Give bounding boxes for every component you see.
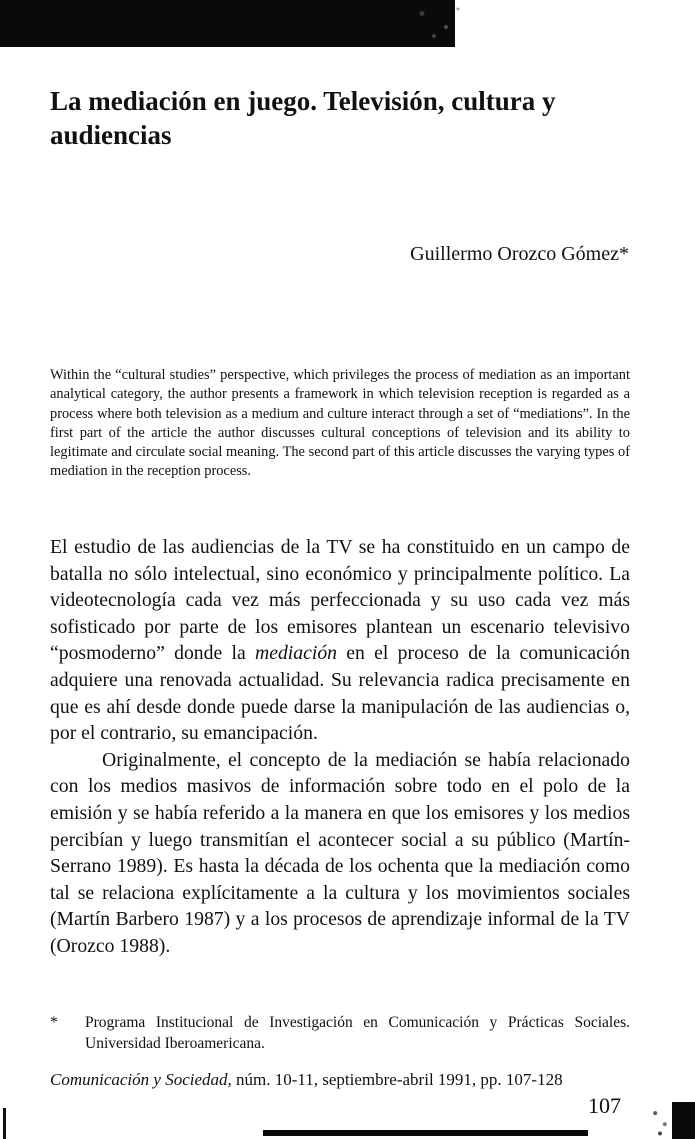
paragraph-2: Originalmente, el concepto de la mediación se había relacionado con los medios masivos de información sobre todo en el polo de la emisión y se había referido a la manera en que los emisores y los medios percibían y luego transmitían el acontecer social a su público (Martín-Serrano 1989). Es hasta la década de los ochenta que la mediación como tal se relaciona explícitamente a la cultura y los movimientos sociales (Martín Barbero 1987) y a los procesos de aprendizaje informal de la TV (Orozco 1988). [50,748,630,957]
footnote-text: Programa Institucional de Investigación en Comunicación y Prácticas Sociales. Universidad Iberoamericana. [85,1014,630,1052]
emphasis-mediacion: mediación [255,642,338,665]
article-title: La mediación en juego. Televisión, cultura y audiencias [50,86,556,150]
journal-citation [50,1070,632,1090]
bottom-scan-bar [263,1130,588,1136]
paragraph-1-end: en el proceso de la comunicación adquiere una renovada actualidad. Su relevancia radica precisamente en que es ahí desde donde puede darse la manipulación de las audiencias o, por el contrario, su emancipación. [50,642,630,745]
journal-name: Comunicación y Sociedad, [50,1070,232,1089]
footnote-marker: * [50,1014,58,1031]
body-text [50,534,630,960]
citation-details: núm. 10-11, septiembre-abril 1991, pp. 107-128 [231,1070,563,1089]
page-number: 107 [588,1093,621,1118]
scan-noise [410,0,470,45]
author-name: Guillermo Orozco Gómez* [410,243,629,265]
abstract: Within the “cultural studies” perspective, which privileges the process of mediation as an important analytical category, the author presents a framework in which television reception is regarded as a process where both television as a medium and culture interact through a set of “mediations”. In the first part of the article the author discusses cultural conceptions of television and its ability to legitimate and circulate social meaning. The second part of this article discusses the varying types of mediation in the reception process. [50,367,630,480]
corner-scan-noise [648,1102,672,1139]
corner-scan-block [672,1102,695,1139]
top-scan-bar [0,0,455,47]
paragraph-1 [50,534,630,747]
footnote [50,1012,630,1054]
left-scan-mark [3,1108,6,1139]
paragraph-1-start: El estudio de las audiencias de la TV se ha constituido en un campo de batalla no sólo intelectual, sino económico y principalmente político. La videotecnología cada vez más perfeccionada y su uso cada vez más sofisticado por parte de los emisores plantean un escenario televisivo “posmoderno” donde la [50,536,630,665]
